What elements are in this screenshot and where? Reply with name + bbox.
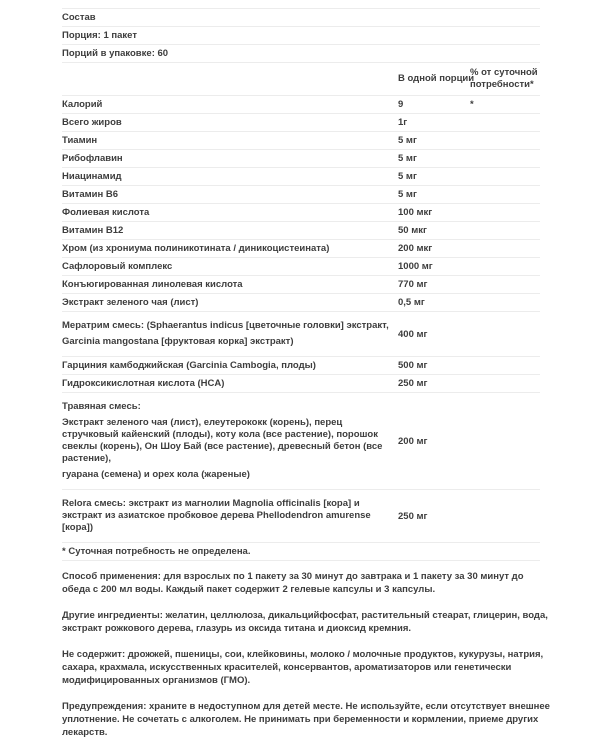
ingredient-amount: 200 мкг <box>398 243 433 254</box>
ingredient-amount: 9 <box>398 99 404 110</box>
ingredient-dv <box>470 264 540 270</box>
column-header-amount: В одной порции <box>398 73 475 84</box>
ingredient-amount: 5 мг <box>398 189 417 200</box>
ingredient-amount: 770 мг <box>398 279 428 290</box>
ingredient-dv <box>470 437 540 445</box>
table-row <box>62 168 540 186</box>
table-row <box>62 186 540 204</box>
supplement-facts-table <box>62 8 540 561</box>
table-row <box>62 294 540 312</box>
footnote-row <box>62 543 540 561</box>
table-row <box>62 375 540 393</box>
ingredient-amount: 1000 мг <box>398 261 433 272</box>
ingredient-dv <box>470 138 540 144</box>
ingredient-name: Гарциния камбоджийская (Garcinia Cambogia, плоды) <box>62 360 316 371</box>
allergen-free-statement: Не содержит: дрожжей, пшеницы, сои, клейковины, молоко / молочные продуктов, кукурузы, натрия, сахара, крахмала, искусственных красителей, консервантов, ароматизаторов или генетически модифицированных организмов (ГМО). <box>62 649 544 686</box>
ingredient-amount: 250 мг <box>398 510 428 522</box>
ingredient-amount: 0,5 мг <box>398 297 425 308</box>
other-ingredients: Другие ингредиенты: желатин, целлюлоза, дикальцийфосфат, растительный стеарат, глицерин, вода, экстракт рожкового дерева, глазурь из оксида титана и диоксид кремния. <box>62 610 548 634</box>
ingredient-amount: 5 мг <box>398 135 417 146</box>
ingredient-name-line: Relora смесь: экстракт из магнолии Magnolia officinalis [кора] и экстракт из азиатское пробковое дерева Phellodendron amurense [кора]) <box>62 498 371 533</box>
serving-size-row <box>62 27 540 45</box>
ingredient-name-line: Экстракт зеленого чая (лист), елеутерококк (корень), перец стручковый кайенский (плоды), коту кола (все растение), порошок свеклы (корень), Он Шоу Бай (все растение), древесный бетон (все растение), <box>62 417 383 464</box>
ingredient-dv <box>470 330 540 338</box>
composition-title: Состав <box>62 12 96 23</box>
composition-title-row <box>62 9 540 27</box>
ingredient-dv <box>470 210 540 216</box>
ingredient-dv <box>470 300 540 306</box>
ingredient-name-line: Мератрим смесь: (Sphaerantus indicus [цветочные головки] экстракт, <box>62 320 389 331</box>
ingredient-name: Рибофлавин <box>62 153 123 164</box>
ingredient-name: Ниацинамид <box>62 171 122 182</box>
ingredient-amount: 500 мг <box>398 360 428 371</box>
table-row <box>62 222 540 240</box>
ingredient-name: Витамин B6 <box>62 189 119 200</box>
ingredient-dv <box>470 512 540 520</box>
table-row <box>62 240 540 258</box>
ingredient-amount: 50 мкг <box>398 225 427 236</box>
ingredient-dv <box>470 381 540 387</box>
table-row <box>62 114 540 132</box>
ingredient-dv <box>470 192 540 198</box>
table-header-row <box>62 63 540 96</box>
ingredient-dv <box>470 174 540 180</box>
usage-instructions: Способ применения: для взрослых по 1 пакету за 30 минут до завтрака и 1 пакету за 30 минут до обеда с 200 мл воды. Каждый пакет содержит 2 гелевые капсулы и 3 капсулы. <box>62 571 524 595</box>
ingredient-amount: 200 мг <box>398 435 428 447</box>
table-row <box>62 96 540 114</box>
serving-size: Порция: 1 пакет <box>62 30 137 41</box>
table-row <box>62 132 540 150</box>
ingredient-name: Хром (из хрониума полиникотината / диникоцистеината) <box>62 243 330 254</box>
ingredient-amount: 1г <box>398 117 408 128</box>
servings-per-container: Порций в упаковке: 60 <box>62 48 169 59</box>
ingredient-name: Конъюгированная линолевая кислота <box>62 279 243 290</box>
ingredient-name: Всего жиров <box>62 117 122 128</box>
warnings: Предупреждения: храните в недоступном для детей месте. Не используйте, если отсутствует внешнее уплотнение. Не сочетать с алкоголем. Не принимать при беременности и кормлении, приеме других лекарств. <box>62 701 550 738</box>
ingredient-name: Калорий <box>62 99 103 110</box>
table-row <box>62 150 540 168</box>
ingredient-name <box>62 393 398 489</box>
table-row <box>62 490 540 543</box>
daily-value-footnote: * Суточная потребность не определена. <box>62 546 251 557</box>
table-row <box>62 204 540 222</box>
ingredient-name-line: Garcinia mangostana [фруктовая корка] экстракт) <box>62 336 294 347</box>
ingredient-dv <box>470 228 540 234</box>
ingredient-name <box>62 490 398 542</box>
ingredient-name: Экстракт зеленого чая (лист) <box>62 297 199 308</box>
ingredient-dv <box>470 246 540 252</box>
supplement-facts-section <box>62 8 550 739</box>
ingredient-amount: 5 мг <box>398 153 417 164</box>
ingredient-name: Витамин B12 <box>62 225 124 236</box>
column-header-dv: % от суточной потребности* <box>470 67 538 90</box>
ingredient-name: Сафлоровый комплекс <box>62 261 173 272</box>
ingredient-name: Фолиевая кислота <box>62 207 150 218</box>
ingredient-name-line: Травяная смесь: <box>62 401 141 412</box>
table-row <box>62 393 540 490</box>
ingredient-dv <box>470 120 540 126</box>
table-row <box>62 357 540 375</box>
header-spacer <box>62 75 398 83</box>
table-row <box>62 276 540 294</box>
ingredient-amount: 100 мкг <box>398 207 433 218</box>
ingredient-name <box>62 312 398 356</box>
ingredient-name-line: гуарана (семена) и орех кола (жареные) <box>62 469 250 480</box>
ingredient-amount: 250 мг <box>398 378 428 389</box>
table-row <box>62 312 540 357</box>
ingredient-dv <box>470 282 540 288</box>
ingredient-dv: * <box>470 99 474 110</box>
servings-per-container-row <box>62 45 540 63</box>
ingredient-amount: 5 мг <box>398 171 417 182</box>
ingredient-dv <box>470 156 540 162</box>
ingredient-amount: 400 мг <box>398 328 428 340</box>
table-row <box>62 258 540 276</box>
product-notes <box>62 570 552 739</box>
ingredient-name: Гидроксикислотная кислота (HCA) <box>62 378 225 389</box>
ingredient-name: Тиамин <box>62 135 98 146</box>
ingredient-dv <box>470 363 540 369</box>
